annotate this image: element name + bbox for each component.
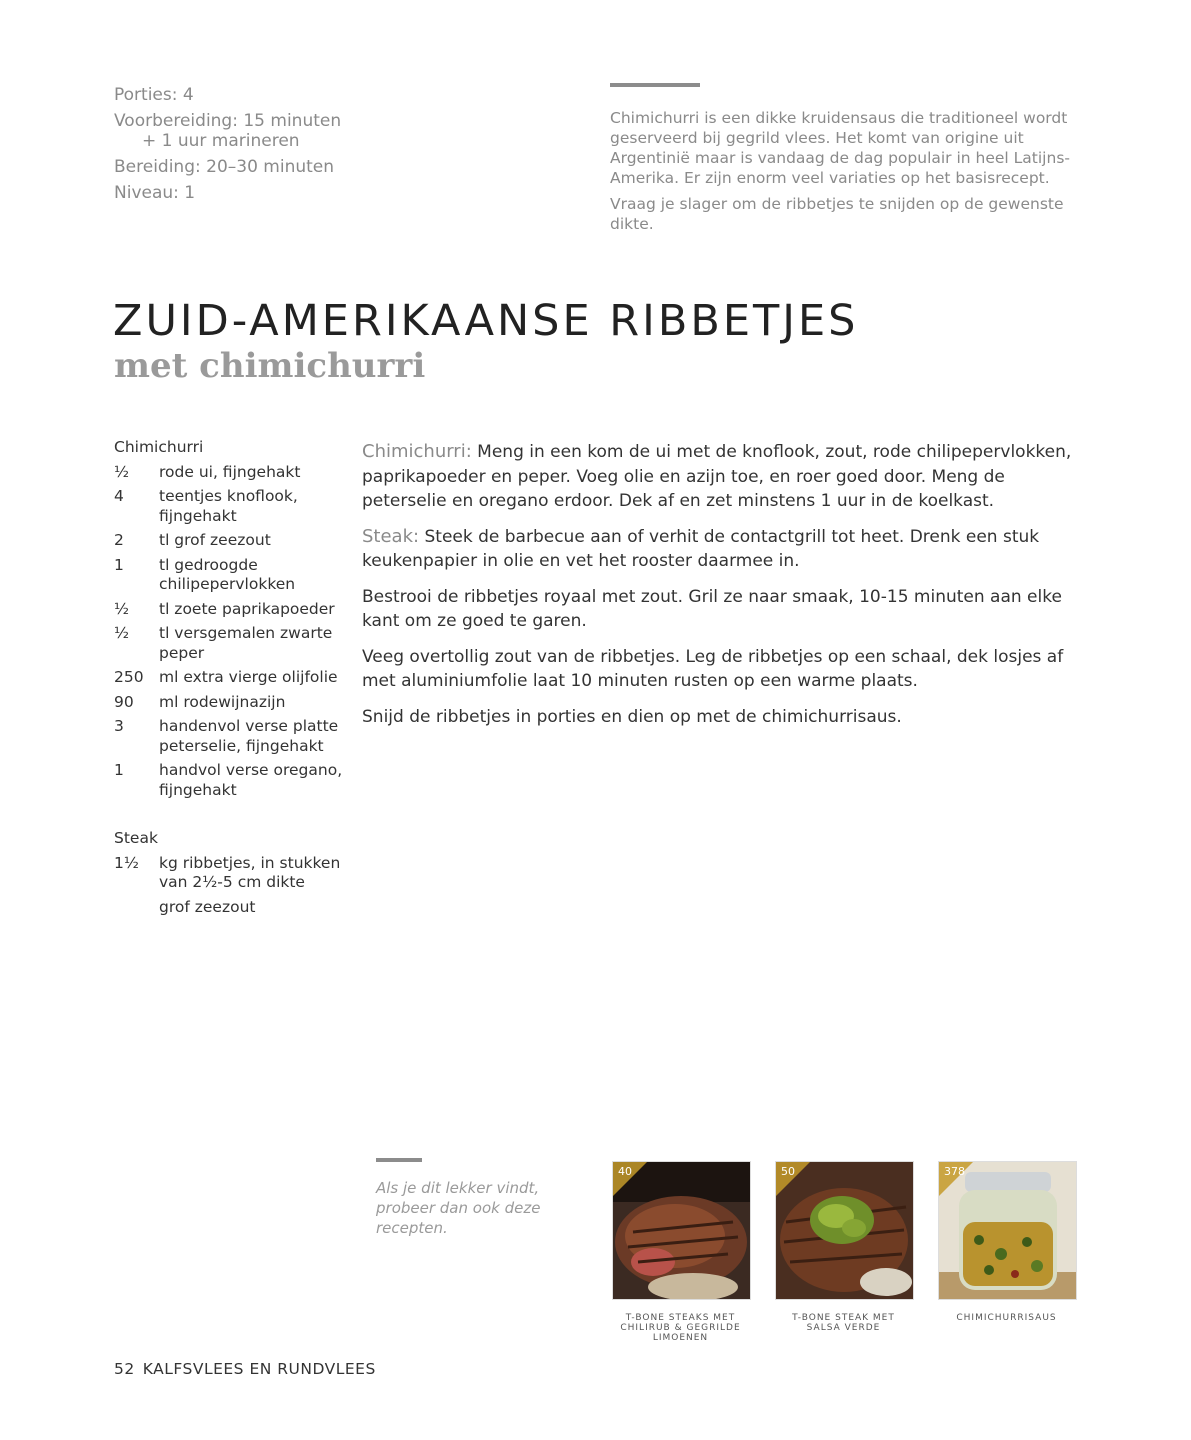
method-step: [362, 525, 1077, 574]
related-recipe-page: 40: [618, 1165, 632, 1178]
method-step: Snijd de ribbetjes in porties en dien op met de chimichurrisaus.: [362, 706, 902, 727]
section-name: KALFSVLEES EN RUNDVLEES: [142, 1360, 376, 1378]
page-number: 52: [114, 1360, 135, 1378]
tip-box: [610, 108, 1080, 240]
method-step-body: Steek de barbecue aan of verhit de contactgrill tot heet. Drenk een stuk keukenpapier in olie en vet het rooster daarmee in.: [362, 526, 1040, 571]
method-text: [362, 440, 1077, 740]
ingredient-qty: 250: [114, 668, 144, 686]
ingredient-item: [114, 624, 344, 663]
ingredient-item: [114, 717, 344, 756]
ingredient-name: tl versgemalen zwarte peper: [159, 624, 333, 662]
method-step-lead: Steak:: [362, 525, 420, 547]
related-recipe-caption[interactable]: T-BONE STEAKS MET CHILIRUB & GEGRILDE LIMOENEN: [620, 1313, 741, 1343]
tip-divider: [610, 83, 700, 87]
tip-paragraph: Chimichurri is een dikke kruidensaus die traditioneel wordt geserveerd bij gegrild vlees. Het komt van origine uit Argentinië maar is vandaag de dag populair in heel Latijns-Amerika. Er zijn enorm veel variaties op het basisrecept.: [610, 109, 1070, 187]
method-step: [362, 440, 1077, 514]
page-footer: [114, 1360, 376, 1378]
ingredient-qty: ½: [114, 624, 130, 642]
ingredient-item: [114, 898, 344, 918]
ingredient-name: ml rodewijnazijn: [159, 692, 286, 711]
ingredient-name: ml extra vierge olijfolie: [159, 668, 338, 686]
ingredient-qty: ½: [114, 599, 130, 618]
ingredient-item: [114, 531, 344, 551]
ingredient-name: rode ui, fijngehakt: [159, 462, 301, 481]
ingredient-group-heading: Chimichurri: [114, 438, 204, 456]
ingredient-qty: [114, 898, 159, 918]
method-step: Bestrooi de ribbetjes royaal met zout. Gril ze naar smaak, 10-15 minuten aan elke kant om ze goed te garen.: [362, 586, 1062, 631]
ingredient-name: tl grof zeezout: [159, 531, 271, 549]
ingredient-name: grof zeezout: [159, 897, 256, 916]
ingredient-qty: 1: [114, 555, 124, 574]
ingredient-item: [114, 693, 344, 713]
ingredient-item: [114, 463, 344, 483]
ingredient-item: [114, 761, 344, 800]
ingredient-name: tl zoete paprikapoeder: [159, 599, 335, 618]
servings: Porties: 4: [114, 85, 194, 105]
related-recipe-caption[interactable]: CHIMICHURRISAUS: [956, 1313, 1057, 1323]
ingredient-item: [114, 854, 344, 893]
ingredient-qty: 2: [114, 531, 124, 549]
related-recipe-thumb[interactable]: [775, 1161, 914, 1300]
method-step-body: Meng in een kom de ui met de knoflook, zout, rode chilipepervlokken, paprikapoeder en peper. Voeg olie en azijn toe, en roer goed door. Meng de peterselie en oregano erdoor. Dek af en zet minstens 1 uur in de koelkast.: [362, 442, 1072, 511]
ingredient-name: kg ribbetjes, in stukken van 2½-5 cm dikte: [159, 853, 341, 891]
ingredient-qty: 3: [114, 717, 124, 735]
ingredient-name: handvol verse oregano, fijngehakt: [159, 761, 343, 799]
ingredient-name: tl gedroogde chilipepervlokken: [159, 555, 296, 593]
ingredient-qty: 4: [114, 487, 124, 505]
prep-time: Voorbereiding: 15 minuten: [114, 111, 342, 131]
recipe-title: ZUID-AMERIKAANSE RIBBETJES: [113, 296, 859, 346]
ingredient-qty: 1½: [114, 853, 139, 872]
related-recipe-thumb[interactable]: [612, 1161, 751, 1300]
method-step: Veeg overtollig zout van de ribbetjes. Leg de ribbetjes op een schaal, dek losjes af met aluminiumfolie laat 10 minuten rusten op een warme plaats.: [362, 646, 1064, 691]
cook-time: Bereiding: 20–30 minuten: [114, 157, 335, 177]
difficulty-level: Niveau: 1: [114, 183, 196, 203]
ingredient-item: [114, 556, 344, 595]
ingredient-name: teentjes knoflook, fijngehakt: [159, 487, 298, 525]
related-recipe-caption[interactable]: T-BONE STEAK MET SALSA VERDE: [792, 1313, 895, 1333]
ingredient-qty: 1: [114, 761, 124, 779]
related-recipe-page: 378: [944, 1165, 965, 1178]
prep-extra: + 1 uur marineren: [142, 131, 300, 151]
ingredient-qty: 90: [114, 692, 134, 711]
related-recipe-thumb[interactable]: [938, 1161, 1077, 1300]
recipe-subtitle: met chimichurri: [114, 346, 426, 386]
see-also-text: Als je dit lekker vindt, probeer dan ook deze recepten.: [376, 1179, 541, 1237]
tip-paragraph: Vraag je slager om de ribbetjes te snijden op de gewenste dikte.: [610, 195, 1064, 233]
see-also-divider: [376, 1158, 422, 1162]
ingredient-qty: ½: [114, 462, 130, 481]
recipe-meta: [114, 82, 414, 206]
ingredient-item: [114, 600, 344, 620]
ingredient-list: [114, 438, 344, 922]
ingredient-item: [114, 487, 344, 526]
ingredient-group-heading: Steak: [114, 829, 158, 847]
method-step-lead: Chimichurri:: [362, 441, 472, 462]
ingredient-name: handenvol verse platte peterselie, fijngehakt: [159, 717, 339, 755]
related-recipe-page: 50: [781, 1165, 795, 1178]
ingredient-item: [114, 668, 344, 688]
